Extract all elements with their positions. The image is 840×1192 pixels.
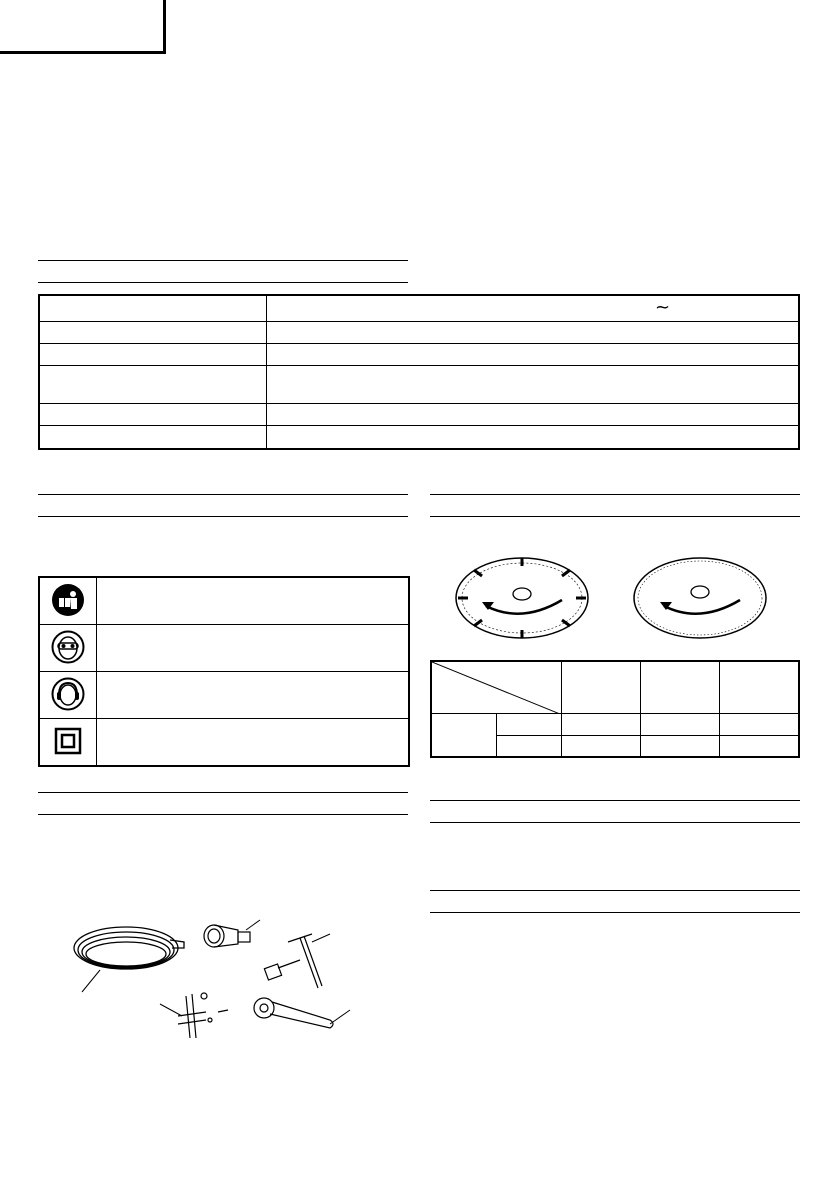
diagonal-header-cell [431, 661, 562, 713]
spanner-icon [254, 998, 333, 1028]
section-rule-bottom [430, 912, 800, 913]
section-rule-bottom [38, 814, 408, 815]
spec-row [39, 321, 799, 343]
section-rule-top [38, 792, 408, 793]
spec-row [39, 295, 799, 321]
symbol-row [39, 577, 409, 625]
continuous-diamond-wheel-icon [630, 554, 770, 640]
leader-line [330, 1010, 350, 1024]
spec-cell-label [39, 295, 267, 321]
tilde-symbol: ~ [655, 297, 671, 318]
spec-row [39, 365, 799, 403]
symbol-description [97, 577, 410, 625]
symbol-row [39, 625, 409, 672]
symbol-row [39, 719, 409, 767]
leader-line [82, 970, 100, 992]
page-corner-tab [0, 0, 166, 54]
specifications-table [38, 294, 800, 450]
accessories-illustration [60, 912, 380, 1042]
leader-line [312, 934, 330, 942]
symbol-description [97, 625, 410, 672]
spec-row [39, 403, 799, 425]
ear-protection-icon [51, 677, 85, 711]
wheel-spec-table [430, 660, 800, 758]
box-wrench-icon [264, 934, 322, 988]
section-rule-top [430, 890, 800, 891]
section-rule-top [38, 260, 408, 261]
symbols-table [38, 576, 410, 767]
spec-row [39, 425, 799, 449]
symbol-description [97, 719, 410, 767]
leader-line [246, 920, 260, 930]
spec-row [39, 343, 799, 365]
hose-coil-icon [74, 927, 184, 969]
read-manual-icon [51, 583, 85, 617]
section-rule-bottom [430, 822, 800, 823]
eye-protection-icon [51, 630, 85, 664]
hose-connector-icon [204, 925, 250, 947]
class-ii-double-insulation-icon [51, 724, 85, 758]
symbol-row [39, 672, 409, 719]
segmented-diamond-wheel-icon [452, 554, 592, 640]
stopper-assembly-icon [178, 993, 228, 1038]
section-rule-top [38, 494, 408, 495]
section-rule-bottom [38, 516, 408, 517]
section-rule-top [430, 800, 800, 801]
section-rule-top [430, 494, 800, 495]
section-rule-bottom [38, 282, 408, 283]
wheel-table-row [431, 713, 799, 735]
leader-line [160, 1004, 182, 1016]
spec-cell-value [267, 295, 800, 321]
section-rule-bottom [430, 516, 800, 517]
diagonal-line [432, 662, 560, 714]
symbol-description [97, 672, 410, 719]
wheel-table-header-row [431, 661, 799, 713]
